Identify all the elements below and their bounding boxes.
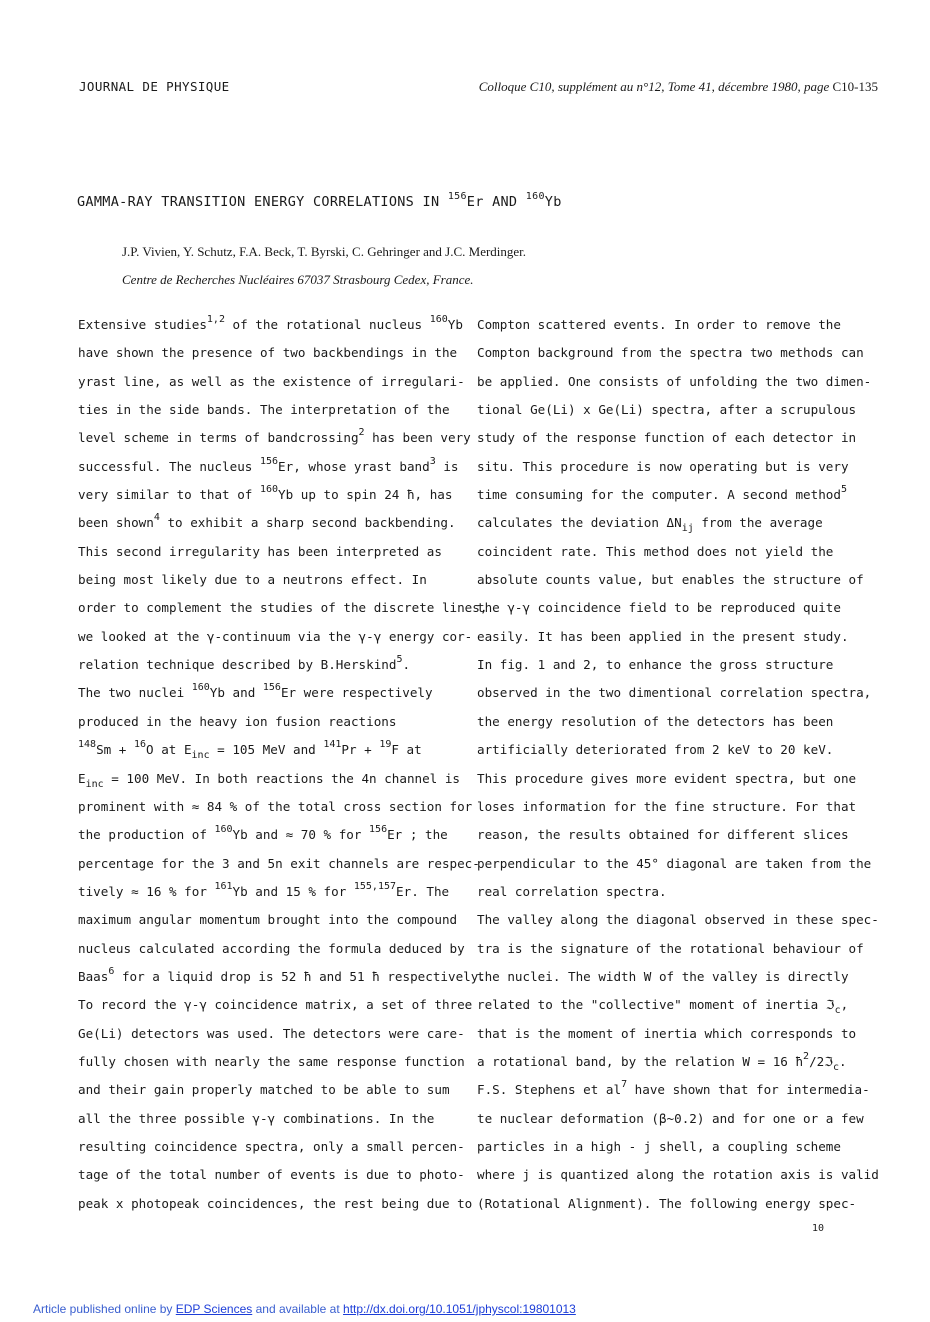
text-line: and their gain properly matched to be able to sum [78, 1082, 450, 1098]
text-line: being most likely due to a neutrons effect. In [78, 572, 427, 588]
text-line: This procedure gives more evident spectra, but one [477, 770, 857, 786]
text-line: relation technique described by B.Herskind$^5$. [78, 654, 411, 673]
text-line: where j is quantized along the rotation axis is valid [477, 1167, 879, 1183]
text-line: the γ-γ coincidence field to be reproduced quite [477, 600, 841, 616]
text-line: easily. It has been applied in the present study. [477, 628, 849, 644]
text-line: the energy resolution of the detectors has been [477, 713, 834, 729]
text-line: very similar to that of $^{160}$Yb up to spin 24 ħ, has [78, 484, 453, 503]
text-line: Extensive studies$^{1,2}$ of the rotational nucleus $^{160}$Yb [78, 314, 463, 332]
text-line: $^{148}$Sm + $^{16}$O at $E_{inc} = 105$ MeV and $^{141}$Pr + $^{19}$F at [78, 739, 422, 762]
text-line: reason, the results obtained for different slices [477, 827, 849, 843]
text-line: coincident rate. This method does not yield the [477, 543, 834, 559]
text-line: In fig. 1 and 2, to enhance the gross structure [477, 657, 834, 673]
text-line: F.S. Stephens et $al^7$ have shown that for intermedia- [477, 1079, 870, 1098]
text-line: level scheme in terms of bandcrossing$^2$ has been very [78, 427, 471, 446]
text-line: (Rotational Alignment). The following energy spec- [477, 1195, 857, 1211]
text-line: situ. This procedure is now operating but is very [477, 458, 849, 474]
text-line: te nuclear deformation (β~0.2) and for one or a few [477, 1110, 864, 1126]
text-line: To record the γ-γ coincidence matrix, a set of three [78, 997, 473, 1013]
text-line: loses information for the fine structure. For that [477, 798, 857, 814]
text-line: all the three possible γ-γ combinations. In the [78, 1110, 435, 1126]
text-line: tional Ge(Li) x Ge(Li) spectra, after a scrupulous [477, 402, 857, 418]
text-line: absolute counts value, but enables the structure of [477, 572, 864, 588]
edp-sciences-link[interactable]: EDP Sciences [175, 1302, 253, 1316]
text-line: tra is the signature of the rotational behaviour of [477, 940, 864, 956]
article-title: GAMMA-RAY TRANSITION ENERGY CORRELATIONS IN $^{156}$Er AND $^{160}$Yb [77, 191, 562, 210]
body-column-right [477, 311, 877, 1218]
text-line: tage of the total number of events is due to photo- [78, 1167, 465, 1183]
text-line: yrast line, as well as the existence of irregulari- [78, 373, 465, 389]
text-line: have shown the presence of two backbendings in the [78, 345, 458, 361]
colloque-citation: Colloque C10, supplément au n°12, Tome 41, décembre 1980, page [478, 79, 830, 94]
text-line: resulting coincidence spectra, only a small percen- [78, 1138, 465, 1154]
text-line: successful. The nucleus $^{156}$Er, whose yrast band$^3$ is [78, 455, 459, 474]
text-line: maximum angular momentum brought into the compound [78, 912, 458, 928]
text-line: The two nuclei $^{160}$Yb and $^{156}$Er were respectively [78, 682, 433, 701]
text-line: nucleus calculated according the formula deduced by [78, 940, 465, 956]
text-line: ties in the side bands. The interpretation of the [78, 402, 450, 418]
publication-footer [33, 1302, 576, 1316]
text-line: particles in a high - j shell, a coupling scheme [477, 1138, 841, 1154]
text-line: the nuclei. The width W of the valley is directly [477, 968, 849, 984]
footer-text-available: and available at [255, 1302, 340, 1316]
text-line: observed in the two dimentional correlation spectra, [477, 685, 872, 701]
text-line: be applied. One consists of unfolding the two dimen- [477, 373, 872, 389]
journal-name: JOURNAL DE PHYSIQUE [79, 79, 230, 94]
page-reference: C10-135 [832, 79, 878, 94]
text-line: study of the response function of each detector in [477, 430, 857, 446]
author-list: J.P. Vivien, Y. Schutz, F.A. Beck, T. Byrski, C. Gehringer and J.C. Merdinger. [122, 244, 527, 259]
footer-text-published: Article published online by [33, 1302, 173, 1316]
text-line: peak x photopeak coincidences, the rest being due to [78, 1195, 473, 1211]
text-line: time consuming for the computer. A second method$^5$ [477, 484, 847, 503]
text-line: fully chosen with nearly the same response function [78, 1053, 465, 1069]
text-line: a rotational band, by the relation W = 16 $ħ^2/2ℑ_c$. [477, 1050, 847, 1073]
text-line: Compton background from the spectra two methods can [477, 345, 864, 361]
text-line: that is the moment of inertia which corresponds to [477, 1025, 857, 1041]
text-line: perpendicular to the 45° diagonal are taken from the [477, 855, 872, 871]
text-line: artificially deteriorated from 2 keV to 20 keV. [477, 742, 834, 758]
text-line: $E_{inc} = 100$ MeV. In both reactions the 4n channel is [78, 770, 461, 790]
text-line: Compton scattered events. In order to remove the [477, 317, 841, 332]
text-line: order to complement the studies of the discrete lines, [78, 600, 488, 616]
text-line: Ge(Li) detectors was used. The detectors were care- [78, 1025, 465, 1041]
text-line: The valley along the diagonal observed in these spec- [477, 912, 879, 928]
page-number: 10 [812, 1223, 825, 1234]
text-line: prominent with ≈ 84 % of the total cross section for [78, 798, 473, 814]
text-line: real correlation spectra. [477, 883, 667, 899]
text-line: This second irregularity has been interpreted as [78, 543, 442, 559]
text-line: calculates the deviation $\Delta N_{ij}$ from the average [477, 515, 823, 535]
text-line: we looked at the γ-continuum via the γ-γ energy cor- [78, 628, 473, 644]
colloque-reference [479, 79, 878, 95]
text-line: the production of $^{160}$Yb and ≈ 70 % for $^{156}$Er ; the [78, 824, 448, 843]
text-line: Baas$^6$ for a liquid drop is 52 ħ and 51 ħ respectively. [78, 965, 486, 984]
text-line: tively ≈ 16 % for $^{161}$Yb and 15 % for $^{155,157}$Er. The [78, 880, 450, 899]
text-line: related to the "collective" moment of inertia ℑ$_c$, [477, 997, 849, 1017]
body-column-left [78, 311, 488, 1218]
text-line: percentage for the 3 and 5n exit channels are respec- [78, 855, 480, 871]
text-line: been shown$^4$ to exhibit a sharp second backbending. [78, 512, 456, 531]
text-line: produced in the heavy ion fusion reactions [78, 713, 397, 729]
doi-link[interactable]: http://dx.doi.org/10.1051/jphyscol:19801013 [343, 1302, 576, 1316]
author-affiliation: Centre de Recherches Nucléaires 67037 Strasbourg Cedex, France. [122, 272, 474, 287]
